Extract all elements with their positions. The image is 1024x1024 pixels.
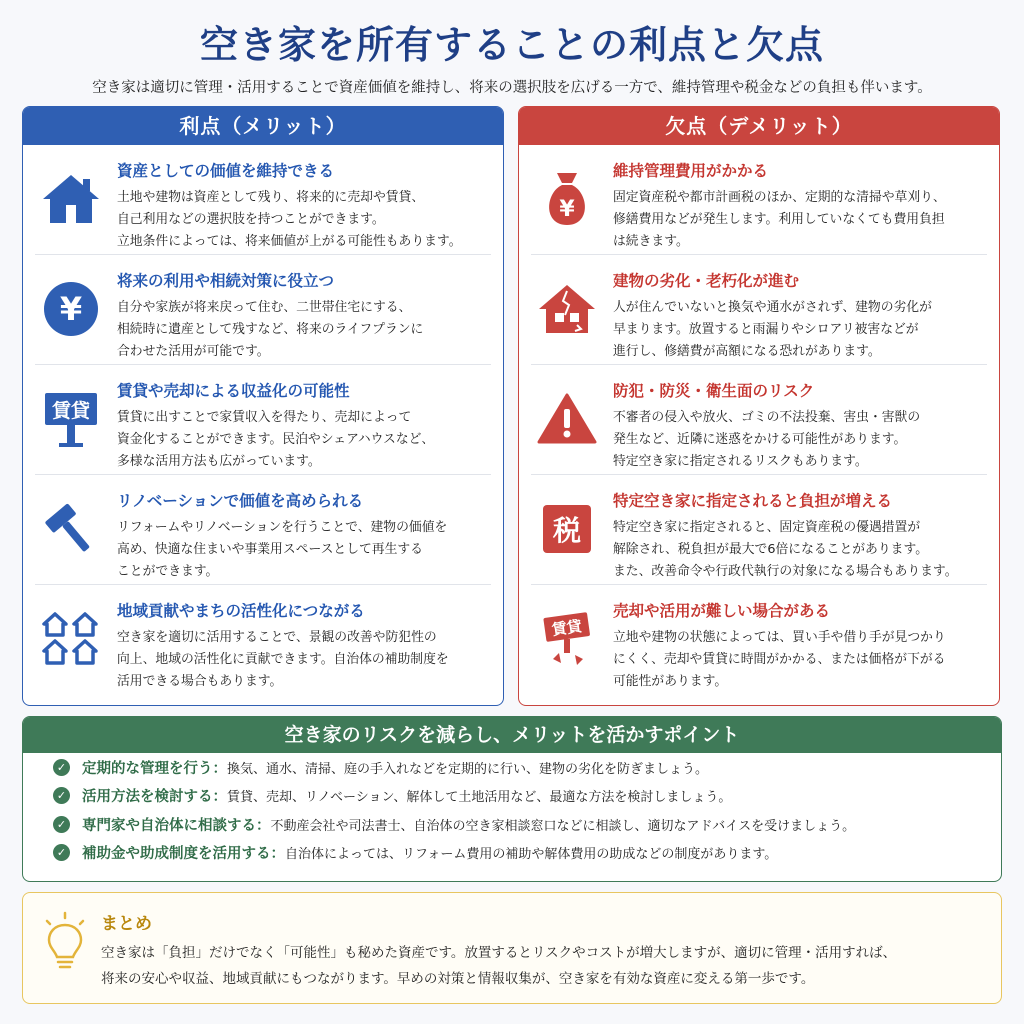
tip-label: 専門家や自治体に相談する： (82, 817, 271, 834)
check-icon: ✓ (53, 787, 70, 804)
demerit-text: 特定空き家に指定されるリスクもあります。 (613, 454, 868, 469)
summary-text: 空き家は「負担」だけでなく「可能性」も秘めた資産です。放置するとリスクやコストが増大しますが、適切に管理・活用すれば、 (101, 945, 897, 961)
demerit-text: は続きます。 (613, 234, 689, 249)
tip-label: 補助金や助成制度を活用する： (82, 846, 285, 863)
demerit-item (531, 475, 987, 585)
tip-text: 賃貸、売却、リノベーション、解体して土地活用など、最適な方法を検討しましょう。 (227, 790, 732, 806)
demerit-title: 特定空き家に指定されると負担が増える (613, 492, 893, 510)
merit-title: 将来の利用や相続対策に役立つ (117, 272, 335, 290)
merit-title: リノベーションで価値を高められる (117, 492, 364, 510)
demerit-item (531, 145, 987, 255)
check-icon: ✓ (53, 844, 70, 861)
merit-text: 土地や建物は資産として残り、将来的に売却や賃貸、 (117, 190, 425, 205)
demerit-text: また、改善命令や行政代執行の対象になる場合もあります。 (613, 564, 958, 579)
merit-text: 資金化することができます。民泊やシェアハウスなど、 (117, 432, 435, 447)
summary-text: 将来の安心や収益、地域貢献にもつながります。早めの対策と情報収集が、空き家を有効な資産に変える第一歩です。 (101, 971, 815, 987)
tax-icon (535, 497, 599, 561)
merit-title: 資産としての価値を維持できる (117, 162, 335, 180)
merits-header: 利点（メリット） (23, 107, 503, 145)
falling-sign-text: 賃貸 (550, 617, 583, 640)
merit-text: 多様な活用方法も広がっています。 (117, 454, 321, 469)
tax-icon-text: 税 (552, 514, 582, 547)
money-bag-icon (535, 167, 599, 231)
merit-item (35, 255, 491, 365)
demerit-item (531, 255, 987, 365)
merit-item (35, 145, 491, 255)
rent-sign-icon (39, 387, 103, 451)
demerit-text: 特定空き家に指定されると、固定資産税の優遇措置が (613, 520, 921, 535)
tip-label: 活用方法を検討する： (82, 789, 227, 806)
demerit-item (531, 585, 987, 695)
summary-title: まとめ (101, 914, 152, 934)
merits-panel (22, 106, 504, 706)
demerit-title: 売却や活用が難しい場合がある (613, 602, 831, 620)
tip-text: 換気、通水、清掃、庭の手入れなどを定期的に行い、建物の劣化を防ぎましょう。 (227, 761, 709, 777)
warning-icon (535, 387, 599, 451)
demerits-header: 欠点（デメリット） (519, 107, 999, 145)
demerit-text: にくく、売却や賃貸に時間がかかる、または価格が下がる (613, 652, 946, 667)
yen-coin-icon (39, 277, 103, 341)
check-icon: ✓ (53, 759, 70, 776)
damaged-house-icon (535, 277, 599, 341)
tips-header: 空き家のリスクを減らし、メリットを活かすポイント (23, 717, 1001, 753)
page-title: 空き家を所有することの利点と欠点 (199, 23, 824, 67)
merit-item (35, 475, 491, 585)
merit-item (35, 365, 491, 475)
merit-text: 自分や家族が将来戻って住む、二世帯住宅にする、 (117, 300, 412, 315)
merit-text: 活用できる場合もあります。 (117, 674, 283, 689)
demerits-panel (518, 106, 1000, 706)
demerit-text: 人が住んでいないと換気や通水がされず、建物の劣化が (613, 300, 932, 315)
demerit-text: 立地や建物の状態によっては、買い手や借り手が見つかり (613, 630, 946, 645)
house-icon (39, 167, 103, 231)
tip-item (23, 810, 1001, 839)
lightbulb-icon (41, 911, 89, 975)
merit-text: 自己利用などの選択肢を持つことができます。 (117, 212, 385, 227)
tip-item (23, 753, 1001, 782)
merit-text: リフォームやリノベーションを行うことで、建物の価値を (117, 520, 448, 535)
demerit-text: 進行し、修繕費が高額になる恐れがあります。 (613, 344, 881, 359)
tips-panel (22, 716, 1002, 882)
merit-text: 空き家を適切に活用することで、景観の改善や防犯性の (117, 630, 437, 645)
page-subtitle: 空き家は適切に管理・活用することで資産価値を維持し、将来の選択肢を広げる一方で、維持管理や税金などの負担も伴います。 (92, 80, 932, 96)
merit-text: ことができます。 (117, 564, 219, 579)
tip-text: 不動産会社や司法書士、自治体の空き家相談窓口などに相談し、適切なアドバイスを受けましょう。 (270, 818, 856, 834)
svg-text:¥: ¥ (559, 197, 575, 222)
demerit-text: 不審者の侵入や放火、ゴミの不法投棄、害虫・害獣の (613, 410, 921, 425)
summary-panel (22, 892, 1002, 1004)
tip-label: 定期的な管理を行う： (82, 760, 227, 777)
check-icon: ✓ (53, 816, 70, 833)
demerit-text: 固定資産税や都市計画税のほか、定期的な清掃や草刈り、 (613, 190, 946, 205)
merit-item (35, 585, 491, 695)
demerit-text: 修繕費用などが発生します。利用していなくても費用負担 (613, 212, 945, 227)
hammer-icon (39, 497, 103, 561)
demerit-text: 解除され、税負担が最大で6倍になることがあります。 (613, 542, 929, 557)
rent-sign-text: 賃貸 (51, 400, 91, 422)
demerit-title: 維持管理費用がかかる (613, 162, 769, 180)
merit-text: 合わせた活用が可能です。 (117, 344, 270, 359)
demerit-text: 早まります。放置すると雨漏りやシロアリ被害などが (613, 322, 919, 337)
merit-text: 立地条件によっては、将来価値が上がる可能性もあります。 (117, 234, 462, 249)
svg-text:¥: ¥ (59, 290, 83, 328)
demerit-title: 防犯・防災・衛生面のリスク (613, 382, 815, 400)
merit-text: 高め、快適な住まいや事業用スペースとして再生する (117, 542, 423, 557)
falling-sign-icon (535, 607, 599, 671)
merit-title: 賃貸や売却による収益化の可能性 (117, 382, 350, 400)
tip-item (23, 782, 1001, 811)
merit-text: 相続時に遺産として残すなど、将来のライフプランに (117, 322, 424, 337)
tip-item (23, 839, 1001, 868)
tip-text: 自治体によっては、リフォーム費用の補助や解体費用の助成などの制度があります。 (285, 847, 778, 863)
merit-text: 向上、地域の活性化に貢献できます。自治体の補助制度を (117, 652, 449, 667)
demerit-text: 可能性があります。 (613, 674, 728, 689)
demerit-text: 発生など、近隣に迷惑をかける可能性があります。 (613, 432, 907, 447)
demerit-title: 建物の劣化・老朽化が進む (613, 272, 800, 290)
merit-title: 地域貢献やまちの活性化につながる (117, 602, 365, 620)
demerit-item (531, 365, 987, 475)
houses-icon (39, 607, 103, 671)
merit-text: 賃貸に出すことで家賃収入を得たり、売却によって (117, 410, 412, 425)
